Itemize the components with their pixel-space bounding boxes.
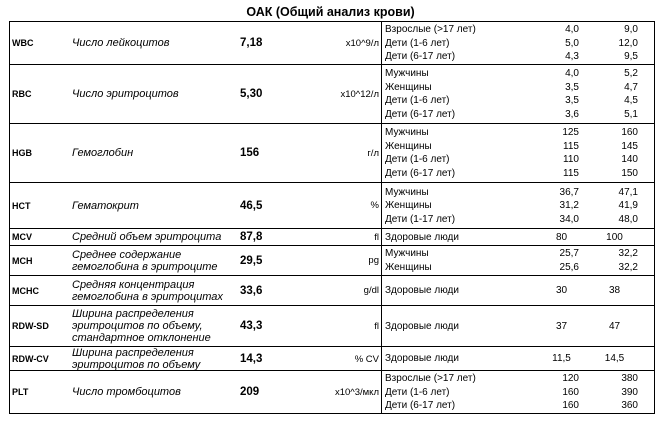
- reference-low: 160: [562, 386, 579, 398]
- reference-ranges: [382, 306, 655, 347]
- reference-ranges: [382, 276, 655, 306]
- test-code: HGB: [12, 148, 32, 158]
- reference-high: 14,5: [604, 353, 625, 364]
- test-name: Число лейкоцитов: [72, 37, 170, 49]
- test-unit: % CV: [354, 353, 379, 365]
- reference-group: Дети (1-6 лет): [385, 37, 450, 49]
- reference-low: 5,0: [565, 37, 579, 49]
- reference-group: Мужчины: [385, 127, 429, 139]
- reference-ranges: [382, 183, 655, 229]
- reference-row: [382, 212, 654, 226]
- reference-ranges: [382, 124, 655, 183]
- table-row: [10, 246, 655, 276]
- reference-group: Дети (6-17 лет): [385, 167, 456, 179]
- reference-row: [382, 50, 654, 64]
- test-value: 87,8: [240, 231, 263, 243]
- reference-group: Здоровые люди: [385, 231, 459, 243]
- reference-group: Женщины: [385, 140, 432, 152]
- test-code: RDW-SD: [12, 321, 49, 331]
- test-code: RBC: [12, 89, 32, 99]
- reference-row: [382, 81, 654, 95]
- reference-row: [382, 261, 654, 275]
- reference-row: [382, 352, 654, 366]
- reference-row: [382, 108, 654, 122]
- test-name: Число тромбоцитов: [72, 386, 181, 398]
- test-name: Ширина распределения эритроцитов по объему, стандартное отклонение: [72, 308, 211, 344]
- reference-group: Мужчины: [385, 186, 429, 198]
- test-name: Средний объем эритроцита: [72, 231, 222, 243]
- table-row: [10, 124, 655, 183]
- reference-group: Женщины: [385, 81, 432, 93]
- reference-high: 100: [606, 231, 623, 243]
- reference-low: 80: [555, 231, 568, 243]
- reference-high: 41,9: [618, 200, 638, 211]
- reference-high: 160: [621, 127, 638, 139]
- table-row: [10, 229, 655, 246]
- table-row: [10, 22, 655, 65]
- test-value: 43,3: [240, 320, 263, 332]
- test-value: 5,30: [240, 88, 263, 100]
- reference-low: 3,5: [565, 81, 579, 93]
- table-row: [10, 306, 655, 347]
- reference-low: 4,0: [565, 24, 579, 35]
- test-unit: fl: [374, 231, 379, 243]
- table-row: [10, 371, 655, 414]
- reference-high: 32,2: [618, 261, 638, 273]
- reference-group: Мужчины: [385, 248, 429, 260]
- reference-low: 4,0: [565, 68, 579, 80]
- test-unit: pg: [368, 255, 379, 266]
- reference-high: 390: [621, 386, 638, 398]
- reference-low: 115: [563, 167, 579, 179]
- reference-high: 150: [621, 167, 638, 179]
- test-unit: fl: [374, 320, 379, 332]
- reference-row: [382, 230, 654, 244]
- reference-ranges: [382, 65, 655, 124]
- reference-group: Женщины: [385, 200, 432, 211]
- reference-group: Дети (1-6 лет): [385, 154, 450, 166]
- reference-low: 30: [555, 285, 568, 296]
- reference-group: Дети (1-6 лет): [385, 386, 450, 398]
- reference-row: [382, 385, 654, 399]
- test-name: Ширина распределения эритроцитов по объему: [72, 347, 201, 371]
- reference-group: Дети (6-17 лет): [385, 51, 456, 62]
- test-code: WBC: [12, 38, 34, 48]
- reference-group: Дети (1-6 лет): [385, 95, 450, 107]
- test-value: 33,6: [240, 284, 263, 297]
- test-code: HCT: [12, 200, 31, 211]
- test-code: MCV: [12, 232, 32, 242]
- table-row: [10, 183, 655, 229]
- reference-low: 31,2: [559, 200, 579, 211]
- reference-row: [382, 153, 654, 167]
- test-code: MCH: [12, 255, 33, 266]
- reference-high: 9,0: [624, 24, 638, 35]
- reference-group: Женщины: [385, 261, 432, 273]
- test-value: 209: [240, 386, 260, 398]
- table-row: [10, 276, 655, 306]
- reference-row: [382, 94, 654, 108]
- reference-low: 115: [563, 140, 579, 152]
- reference-row: [382, 199, 654, 213]
- test-unit: x10^12/л: [340, 88, 379, 100]
- test-name: Гематокрит: [72, 199, 139, 212]
- reference-high: 32,2: [618, 248, 638, 260]
- test-name: Гемоглобин: [72, 147, 134, 159]
- reference-low: 3,5: [565, 95, 579, 107]
- reference-row: [382, 319, 654, 333]
- reference-low: 37: [555, 320, 568, 332]
- reference-group: Дети (6-17 лет): [385, 400, 456, 411]
- reference-row: [382, 67, 654, 81]
- test-name: Средняя концентрация гемоглобина в эритроцитах: [72, 278, 223, 303]
- reference-low: 110: [563, 154, 579, 166]
- reference-high: 4,7: [624, 81, 638, 93]
- reference-group: Дети (1-17 лет): [385, 213, 456, 225]
- reference-low: 34,0: [559, 213, 579, 225]
- reference-group: Здоровые люди: [385, 353, 459, 364]
- test-value: 156: [240, 147, 260, 159]
- reference-row: [382, 140, 654, 154]
- page-title: ОАК (Общий анализ крови): [246, 5, 415, 19]
- test-unit: г/л: [367, 147, 379, 159]
- reference-high: 380: [621, 373, 638, 384]
- test-unit: %: [370, 200, 379, 211]
- reference-low: 4,3: [565, 51, 579, 62]
- reference-low: 160: [562, 400, 579, 411]
- reference-row: [382, 126, 654, 140]
- test-name: Число эритроцитов: [72, 88, 179, 100]
- reference-high: 5,1: [624, 108, 638, 120]
- test-code: RDW-CV: [12, 354, 49, 364]
- reference-row: [382, 372, 654, 386]
- reference-row: [382, 167, 654, 181]
- reference-row: [382, 185, 654, 199]
- reference-group: Взрослые (>17 лет): [385, 24, 476, 35]
- reference-low: 3,6: [565, 108, 579, 120]
- reference-row: [382, 247, 654, 261]
- table-row: [10, 65, 655, 124]
- test-value: 7,18: [240, 37, 263, 49]
- test-value: 14,3: [240, 353, 263, 365]
- test-code: MCHC: [12, 285, 39, 296]
- blood-test-table: [9, 21, 655, 414]
- reference-high: 9,5: [624, 51, 638, 62]
- reference-group: Мужчины: [385, 68, 429, 80]
- reference-row: [382, 36, 654, 50]
- reference-ranges: [382, 371, 655, 414]
- reference-group: Взрослые (>17 лет): [385, 373, 476, 384]
- reference-high: 140: [621, 154, 638, 166]
- test-code: PLT: [12, 387, 29, 397]
- reference-ranges: [382, 347, 655, 371]
- reference-low: 120: [562, 373, 579, 384]
- reference-high: 47: [608, 320, 621, 332]
- reference-high: 38: [608, 285, 621, 296]
- test-unit: x10^9/л: [345, 37, 379, 49]
- reference-low: 11,5: [552, 353, 571, 364]
- reference-high: 47,1: [618, 186, 638, 198]
- reference-ranges: [382, 246, 655, 276]
- reference-ranges: [382, 22, 655, 65]
- reference-high: 4,5: [624, 95, 638, 107]
- reference-high: 12,0: [618, 37, 638, 49]
- table-row: [10, 347, 655, 371]
- reference-low: 36,7: [559, 186, 579, 198]
- reference-row: [382, 23, 654, 37]
- reference-ranges: [382, 229, 655, 246]
- test-unit: g/dl: [363, 285, 379, 296]
- reference-row: [382, 399, 654, 413]
- reference-row: [382, 284, 654, 298]
- reference-high: 360: [621, 400, 638, 411]
- test-name: Среднее содержание гемоглобина в эритроците: [72, 248, 218, 273]
- reference-high: 48,0: [618, 213, 638, 225]
- reference-low: 25,7: [559, 248, 579, 260]
- reference-high: 145: [621, 140, 638, 152]
- test-unit: x10^3/мкл: [334, 386, 379, 398]
- reference-group: Здоровые люди: [385, 285, 459, 296]
- test-value: 46,5: [240, 199, 263, 212]
- reference-high: 5,2: [624, 68, 638, 80]
- reference-low: 125: [562, 127, 579, 139]
- reference-low: 25,6: [559, 261, 579, 273]
- test-value: 29,5: [240, 254, 263, 267]
- reference-group: Здоровые люди: [385, 320, 459, 332]
- reference-group: Дети (6-17 лет): [385, 108, 456, 120]
